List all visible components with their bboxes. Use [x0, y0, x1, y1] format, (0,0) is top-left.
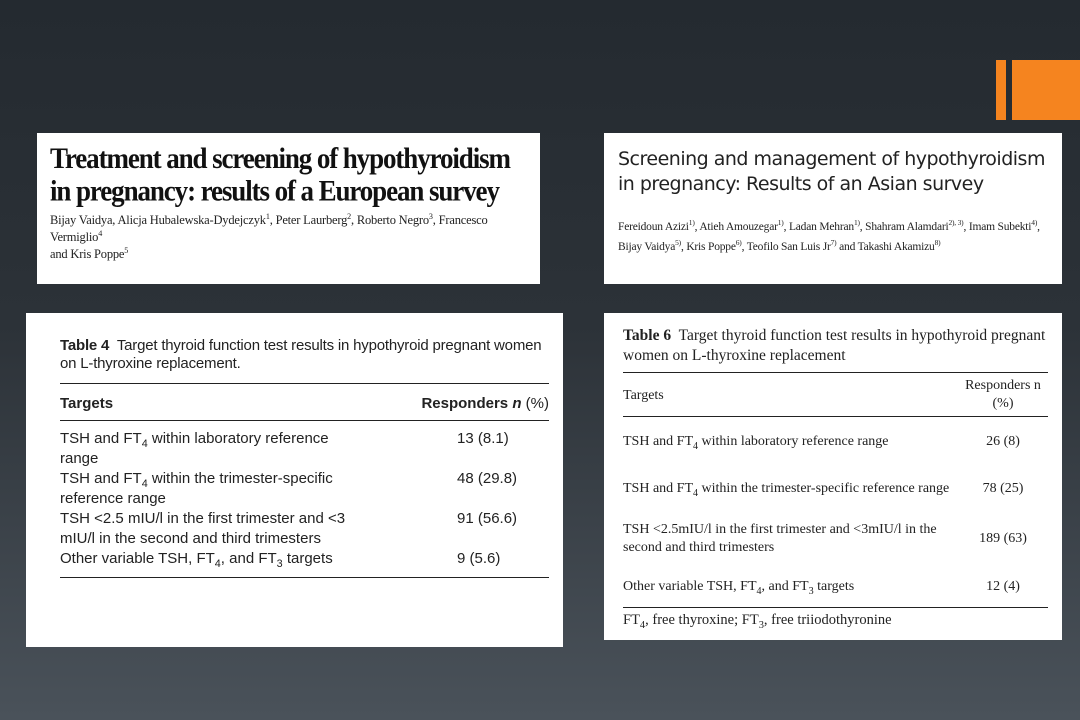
- table-row: [60, 429, 549, 469]
- affiliation-mark: 3: [428, 211, 433, 221]
- table-4-bottom-rule: [60, 577, 549, 578]
- affiliation-mark: 1): [853, 218, 860, 228]
- table-6-footnote: $FT_4$, free thyroxine; $FT_3$, free triiodothyronine: [623, 612, 892, 631]
- affiliation-mark: 6): [735, 238, 742, 248]
- asian-survey-title: Screening and management of hypothyroidism in pregnancy: Results of an Asian survey: [618, 148, 1045, 195]
- author: Kris Poppe: [70, 247, 125, 261]
- author: Bijay Vaidya: [618, 241, 676, 253]
- affiliation-mark: 4): [1031, 218, 1038, 228]
- table-6-caption-text: Target thyroid function test results in hypothyroid pregnant women on L-thyroxine replacement: [623, 327, 1046, 364]
- table-6-panel: [604, 313, 1062, 640]
- asian-survey-title-panel: [604, 133, 1062, 284]
- column-header-responders: Responders n (%): [421, 395, 549, 412]
- row-value: 13 (8.1): [457, 430, 509, 447]
- author: Shahram Alamdari: [865, 221, 949, 233]
- table-row: [623, 511, 1048, 567]
- author: Atieh Amouzegar: [699, 221, 778, 233]
- row-target: TSH and $FT_4$ within laboratory reference range: [623, 434, 889, 452]
- column-header-targets: Targets: [60, 395, 114, 412]
- author: Kris Poppe: [686, 241, 736, 253]
- table-row: [60, 469, 549, 509]
- row-value: 91 (56.6): [457, 510, 518, 527]
- row-target: Other variable TSH, $FT_4$, and $FT_3$ targets: [623, 579, 855, 597]
- european-survey-authors: Bijay Vaidya, Alicja Hubalewska-Dydejczyk$^1$, Peter Laurberg$^2$, Roberto Negro$^3$, Francesco Vermiglio$^4$ and Kris Poppe$^5$: [50, 211, 488, 261]
- affiliation-mark: 1): [688, 218, 695, 228]
- table-6-label: Table 6: [623, 327, 672, 344]
- row-value: 48 (29.8): [457, 470, 518, 487]
- author: Peter Laurberg: [275, 213, 348, 227]
- author: Alicja Hubalewska-Dydejczyk: [117, 213, 266, 227]
- table-row: [60, 509, 549, 549]
- table-4-header: [60, 384, 549, 421]
- row-target: TSH and $FT_4$ within the trimester-specific reference range: [623, 481, 950, 499]
- author: Bijay Vaidya: [50, 213, 113, 227]
- row-value: 12 (4): [986, 579, 1020, 594]
- author: Takashi Akamizu: [857, 241, 935, 253]
- row-target: TSH and $FT_4$ within the trimester-specific reference range: [60, 470, 333, 507]
- author: Francesco Vermiglio: [50, 213, 488, 244]
- table-4-caption-text: Target thyroid function test results in hypothyroid pregnant women on L-thyroxine replacement.: [60, 337, 542, 372]
- author: Roberto Negro: [356, 213, 429, 227]
- european-survey-title: Treatment and screening of hypothyroidism in pregnancy: results of a European survey: [50, 142, 510, 207]
- author: Fereidoun Azizi: [618, 221, 689, 233]
- table-4-panel: [26, 313, 563, 647]
- row-target: TSH <2.5mIU/l in the first trimester and <3mIU/l in the second and third trimesters: [623, 522, 937, 555]
- row-value: 26 (8): [986, 434, 1020, 449]
- author: Ladan Mehran: [788, 221, 854, 233]
- affiliation-mark: 2: [347, 211, 352, 221]
- asian-survey-authors: Fereidoun Azizi$^{1)}$, Atieh Amouzegar$^{1)}$, Ladan Mehran$^{1)}$, Shahram Alamdari$^{2), 3)}$, Imam Subekti$^{4)}$, Bijay Vaidya$^{5)}$, Kris Poppe$^{6)}$, Teofilo San Luis Jr$^{7)}$ and Takashi Akamizu$^{8)}$: [618, 218, 1040, 253]
- affiliation-mark: 7): [830, 238, 837, 248]
- row-target: TSH and $FT_4$ within laboratory reference range: [60, 430, 329, 467]
- table-row: [623, 417, 1048, 467]
- affiliation-mark: 2), 3): [948, 218, 964, 228]
- table-row: [623, 567, 1048, 607]
- row-target: TSH <2.5 mIU/l in the first trimester and <3 mIU/l in the second and third trimesters: [60, 510, 346, 547]
- table-6-header: [623, 373, 1048, 417]
- affiliation-mark: 8): [934, 238, 941, 248]
- table-row: [60, 549, 549, 569]
- table-6-caption: [623, 326, 1048, 366]
- column-header-targets: Targets: [623, 388, 664, 403]
- accent-bar-thin: [996, 60, 1006, 120]
- affiliation-mark: 1): [777, 218, 784, 228]
- european-survey-title-panel: [37, 133, 540, 284]
- affiliation-mark: 1: [265, 211, 270, 221]
- row-value: 78 (25): [982, 481, 1024, 496]
- table-4-caption: [60, 337, 549, 373]
- column-header-responders: Responders n (%): [965, 378, 1041, 411]
- author: Imam Subekti: [968, 221, 1032, 233]
- author: Teofilo San Luis Jr: [746, 241, 831, 253]
- row-value: 9 (5.6): [457, 550, 501, 567]
- row-target: Other variable TSH, $FT_4$, and $FT_3$ targets: [60, 550, 333, 570]
- affiliation-mark: 5): [675, 238, 681, 248]
- affiliation-mark: 4: [98, 228, 103, 238]
- table-row: [623, 467, 1048, 511]
- accent-bar-block: [1012, 60, 1080, 120]
- affiliation-mark: 5: [124, 245, 129, 255]
- table-4-label: Table 4: [60, 337, 110, 354]
- row-value: 189 (63): [979, 531, 1027, 546]
